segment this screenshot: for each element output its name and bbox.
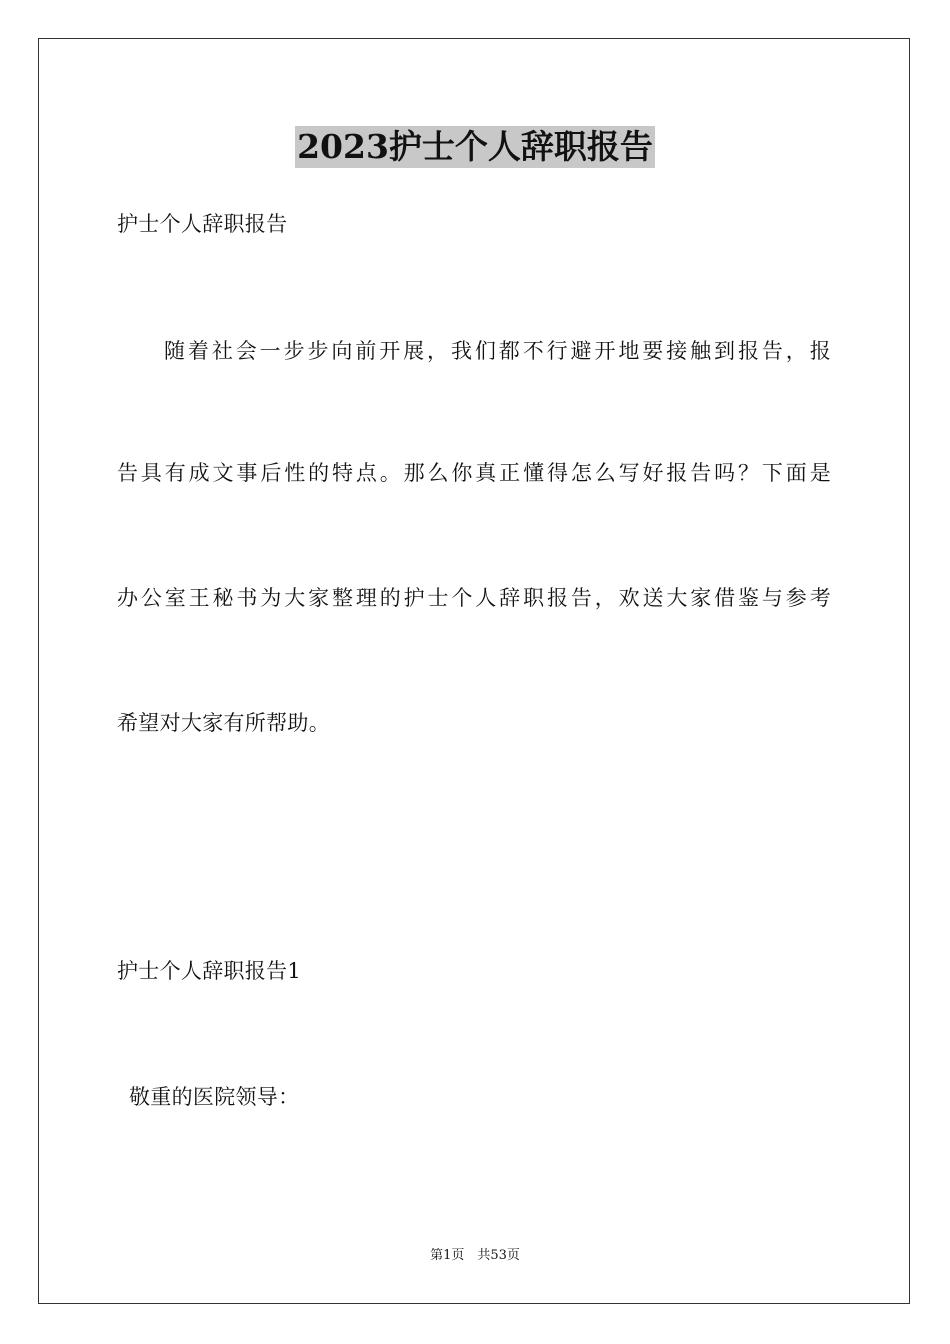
document-subtitle: 护士个人辞职报告 [117, 212, 288, 236]
page-footer: 第1页 共53页 [430, 1248, 520, 1263]
intro-line-2: 告具有成文事后性的特点。那么你真正懂得怎么写好报告吗？下面是 [117, 461, 831, 485]
salutation: 敬重的医院领导： [129, 1085, 300, 1109]
document-title: 2023护士个人辞职报告 [297, 127, 653, 166]
title-container [0, 126, 950, 168]
intro-line-3: 办公室王秘书为大家整理的护士个人辞职报告，欢送大家借鉴与参考 [117, 586, 831, 610]
intro-line-1: 随着社会一步步向前开展，我们都不行避开地要接触到报告，报 [164, 339, 831, 363]
intro-line-4: 希望对大家有所帮助。 [117, 711, 330, 735]
section-heading: 护士个人辞职报告1 [117, 959, 302, 983]
